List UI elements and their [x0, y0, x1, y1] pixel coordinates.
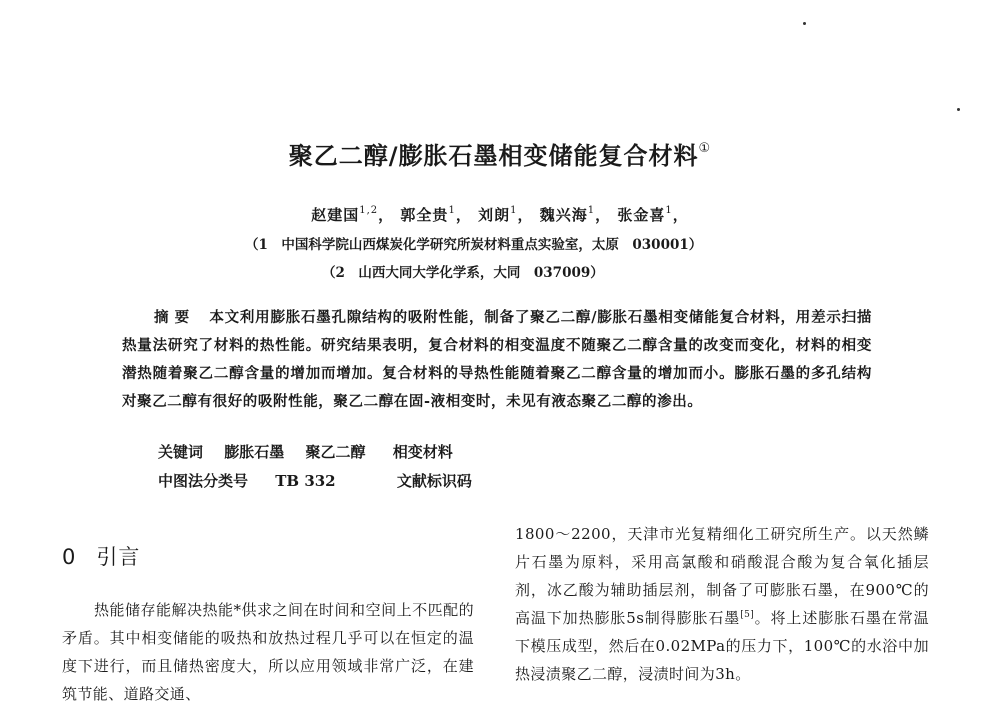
abstract-text: 本文利用膨胀石墨孔隙结构的吸附性能，制备了聚乙二醇/膨胀石墨相变储能复合材料，用差示扫描热量法研究了材料的热性能。研究结果表明，复合材料的相变温度不随聚乙二醇含量的改变而变化，材料的相变潜热随着聚乙二醇含量的增加而增加。复合材料的导热性能随着聚乙二醇含量的增加而小。膨胀石墨的多孔结构对聚乙二醇有很好的吸附性能，聚乙二醇在固-液相变时，未见有液态聚乙二醇的渗出。: [122, 309, 873, 410]
author-affiliation-index: 1,2: [359, 205, 379, 216]
paper-title: [0, 136, 1000, 171]
scan-speck: [803, 22, 806, 25]
author: [540, 206, 611, 224]
author-name: 郭全贵: [400, 206, 449, 224]
author-separator: ，: [378, 206, 395, 224]
affiliation-2: （2 山西大同大学化学系，大同 037009）: [322, 265, 604, 281]
keywords: [158, 441, 453, 462]
document-code-label: 文献标识码: [396, 472, 472, 490]
author: [478, 206, 533, 224]
clc-label: 中图法分类号: [158, 472, 249, 490]
keyword: 膨胀石墨: [224, 443, 285, 461]
keyword: 聚乙二醇: [305, 443, 366, 461]
author-affiliation-index: 1: [587, 205, 596, 216]
author-affiliation-index: 1: [665, 205, 673, 216]
author-separator: ，: [517, 206, 534, 224]
author: [400, 206, 471, 224]
author-name: 张金喜: [617, 206, 666, 224]
author: [311, 206, 394, 224]
author-name: 赵建国: [311, 206, 360, 224]
author-name: 魏兴海: [539, 206, 588, 224]
author-separator: ，: [595, 206, 612, 224]
clc-value: TB 332: [275, 472, 336, 490]
keyword: 相变材料: [392, 443, 453, 461]
citation: [5]: [740, 610, 755, 620]
classification-line: [158, 470, 472, 491]
author-name: 刘朗: [478, 206, 511, 224]
section-number: 0: [62, 545, 77, 569]
title-footnote-marker: ①: [698, 141, 712, 156]
section-title: 引言: [96, 545, 141, 569]
affiliation-1: （1 中国科学院山西煤炭化学研究所炭材料重点实验室，太原 030001）: [245, 237, 703, 253]
author-affiliation-index: 1: [510, 205, 518, 216]
author-separator: ，: [672, 206, 689, 224]
author-list: [0, 204, 1000, 225]
author-separator: ，: [455, 206, 472, 224]
body-text-right-column: [515, 520, 929, 688]
body-text: 1800～2200，天津市光复精细化工研究所生产。以天然鳞片石墨为原料，采用高氯酸和硝酸混合酸为复合氧化插层剂，冰乙酸为辅助插层剂，制备了可膨胀石墨，在900℃的高温下加热膨胀5s制得膨胀石墨: [515, 525, 929, 627]
body-text-left-column: 热能储存能解决热能*供求之间在时间和空间上不匹配的矛盾。其中相变储能的吸热和放热过程几乎可以在恒定的温度下进行，而且储热密度大，所以应用领域非常广泛，在建筑节能、道路交通、: [62, 601, 474, 703]
body-text: 。将上述膨胀石墨在常温下模压成型，然后在0.02MPa的压力下，100℃的水浴中加热浸渍聚乙二醇，浸渍时间为3h。: [515, 609, 929, 683]
title-text: 聚乙二醇/膨胀石墨相变储能复合材料: [288, 142, 699, 170]
keywords-label: 关键词: [158, 443, 204, 461]
author-affiliation-index: 1: [448, 205, 456, 216]
author: [617, 206, 688, 224]
abstract: [122, 304, 872, 416]
abstract-label: 摘要: [154, 309, 196, 326]
section-heading: [62, 541, 140, 571]
scan-speck: [957, 108, 960, 111]
